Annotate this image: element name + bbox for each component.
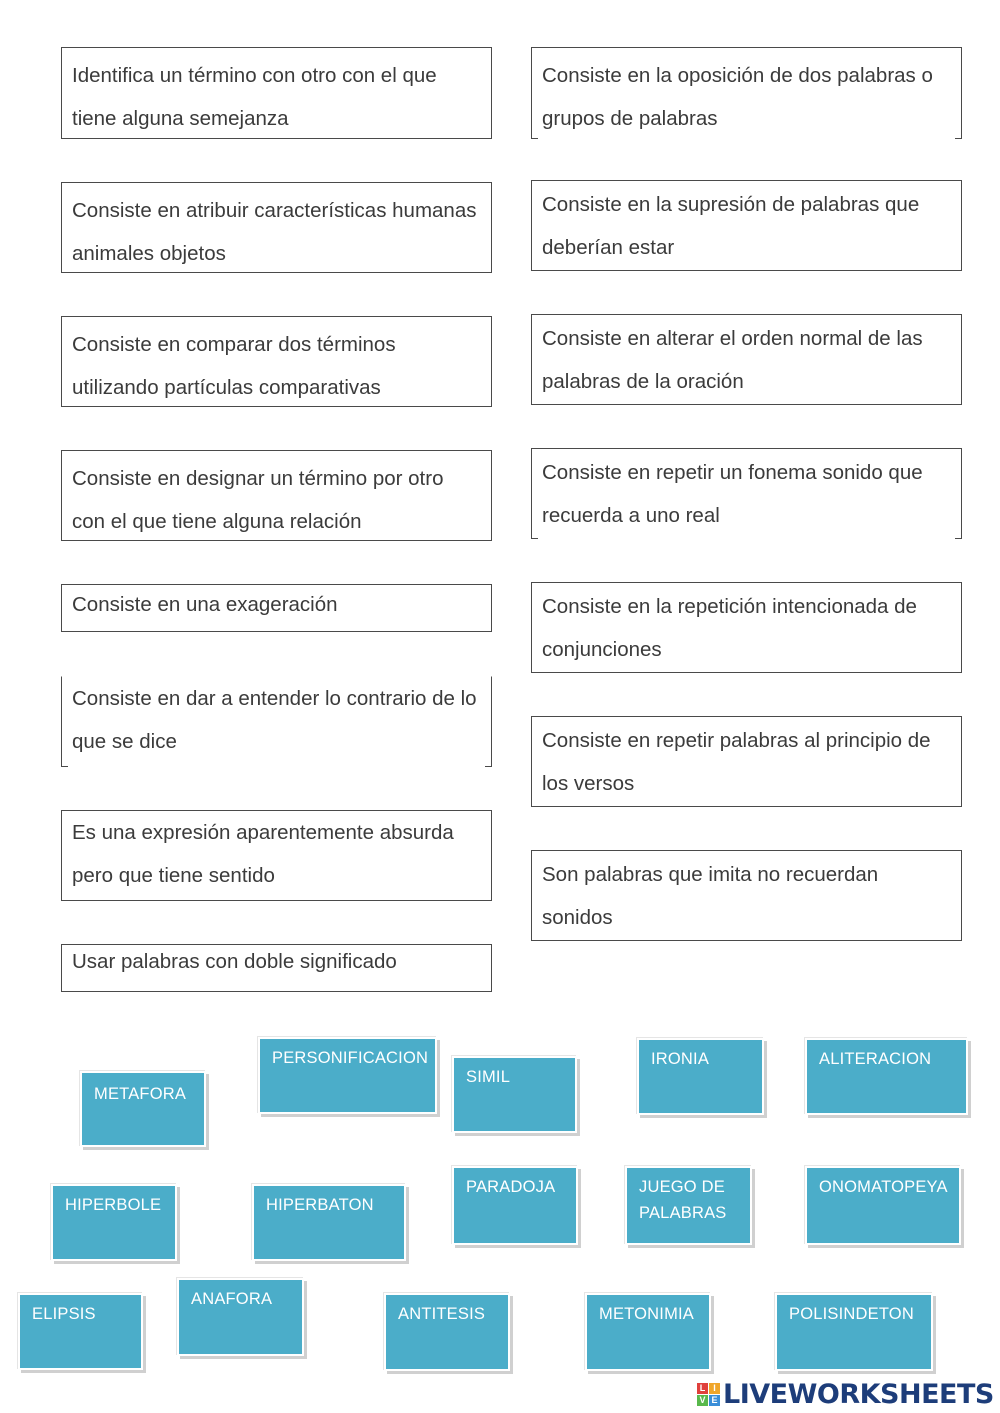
definition-box-hiperbole[interactable]: [61, 584, 492, 632]
tile-label: PERSONIFICACION: [272, 1049, 429, 1067]
definition-box-elipsis[interactable]: [531, 180, 962, 271]
tile-label: PARADOJA: [466, 1178, 556, 1196]
definition-text: Consiste en dar a entender lo contrario de lo que se dice: [72, 687, 477, 753]
tile-label: ANAFORA: [191, 1290, 273, 1308]
tile-label: ALITERACION: [819, 1050, 932, 1068]
definition-box-simil[interactable]: [61, 316, 492, 407]
definition-text: Consiste en atribuir características humanas animales objetos: [72, 199, 477, 265]
tile-ironia[interactable]: [637, 1038, 764, 1115]
liveworksheets-logo: [697, 1379, 994, 1410]
tile-label: METONIMIA: [599, 1305, 694, 1323]
definition-text: Consiste en alterar el orden normal de las palabras de la oración: [542, 327, 923, 393]
tile-hiperbaton[interactable]: [252, 1184, 406, 1261]
tile-juego-de-palabras[interactable]: [625, 1166, 752, 1245]
tile-label: POLISINDETON: [789, 1305, 914, 1323]
tile-label: ANTITESIS: [398, 1305, 486, 1323]
tile-label: ELIPSIS: [32, 1305, 96, 1323]
definition-box-paradoja[interactable]: [61, 810, 492, 901]
tile-elipsis[interactable]: [18, 1293, 143, 1370]
definition-box-polisindeton[interactable]: [531, 582, 962, 673]
definition-text: Consiste en la supresión de palabras que deberían estar: [542, 193, 920, 259]
definition-text: Es una expresión aparentemente absurda pero que tiene sentido: [72, 821, 454, 887]
tile-label: ONOMATOPEYA: [819, 1178, 948, 1196]
definition-box-metafora[interactable]: [61, 47, 492, 139]
definition-box-ironia[interactable]: [61, 676, 492, 767]
tile-label-line-1: JUEGO DE: [639, 1178, 725, 1196]
definition-box-anafora[interactable]: [531, 716, 962, 807]
tile-label-line-2: PALABRAS: [639, 1204, 727, 1222]
definition-text: Consiste en una exageración: [72, 593, 338, 616]
logo-letter: L: [697, 1383, 708, 1394]
tile-label: HIPERBOLE: [65, 1196, 162, 1214]
brand-name: LIVEWORKSHEETS: [723, 1379, 994, 1410]
tile-label: IRONIA: [651, 1050, 710, 1068]
tile-label: HIPERBATON: [266, 1196, 374, 1214]
tile-metafora[interactable]: [80, 1071, 206, 1147]
definition-box-juego-de-palabras[interactable]: [61, 944, 492, 992]
definition-text: Consiste en la repetición intencionada de conjunciones: [542, 595, 917, 661]
definition-box-aliteracion[interactable]: [531, 448, 962, 539]
definition-box-metonimia[interactable]: [61, 450, 492, 541]
logo-letter: E: [709, 1395, 720, 1406]
tile-aliteracion[interactable]: [805, 1038, 968, 1115]
definition-box-personificacion[interactable]: [61, 182, 492, 273]
definition-text: Usar palabras con doble significado: [72, 950, 397, 973]
tile-simil[interactable]: [452, 1056, 577, 1133]
logo-icon: [697, 1383, 720, 1406]
tile-anafora[interactable]: [177, 1278, 304, 1356]
tile-paradoja[interactable]: [452, 1166, 578, 1245]
tile-onomatopeya[interactable]: [805, 1166, 961, 1245]
definition-text: Consiste en designar un término por otro con el que tiene alguna relación: [72, 467, 444, 533]
tile-label: SIMIL: [466, 1068, 511, 1086]
definition-text: Consiste en la oposición de dos palabras o grupos de palabras: [542, 64, 933, 130]
definition-box-antitesis[interactable]: [531, 47, 962, 139]
tile-label: METAFORA: [94, 1085, 187, 1103]
tile-metonimia[interactable]: [585, 1293, 711, 1371]
logo-letter: V: [697, 1395, 708, 1406]
definition-box-onomatopeya[interactable]: [531, 850, 962, 941]
definition-box-hiperbaton[interactable]: [531, 314, 962, 405]
definition-text: Consiste en repetir un fonema sonido que recuerda a uno real: [542, 461, 923, 527]
tile-polisindeton[interactable]: [775, 1293, 933, 1371]
definition-text: Identifica un término con otro con el que tiene alguna semejanza: [72, 64, 437, 130]
definition-text: Son palabras que imita no recuerdan sonidos: [542, 863, 879, 929]
definition-text: Consiste en repetir palabras al principio de los versos: [542, 729, 931, 795]
tile-antitesis[interactable]: [384, 1293, 510, 1371]
definition-text: Consiste en comparar dos términos utilizando partículas comparativas: [72, 333, 396, 399]
tile-hiperbole[interactable]: [51, 1184, 177, 1261]
logo-letter: I: [709, 1383, 720, 1394]
tile-personificacion[interactable]: [258, 1037, 437, 1114]
